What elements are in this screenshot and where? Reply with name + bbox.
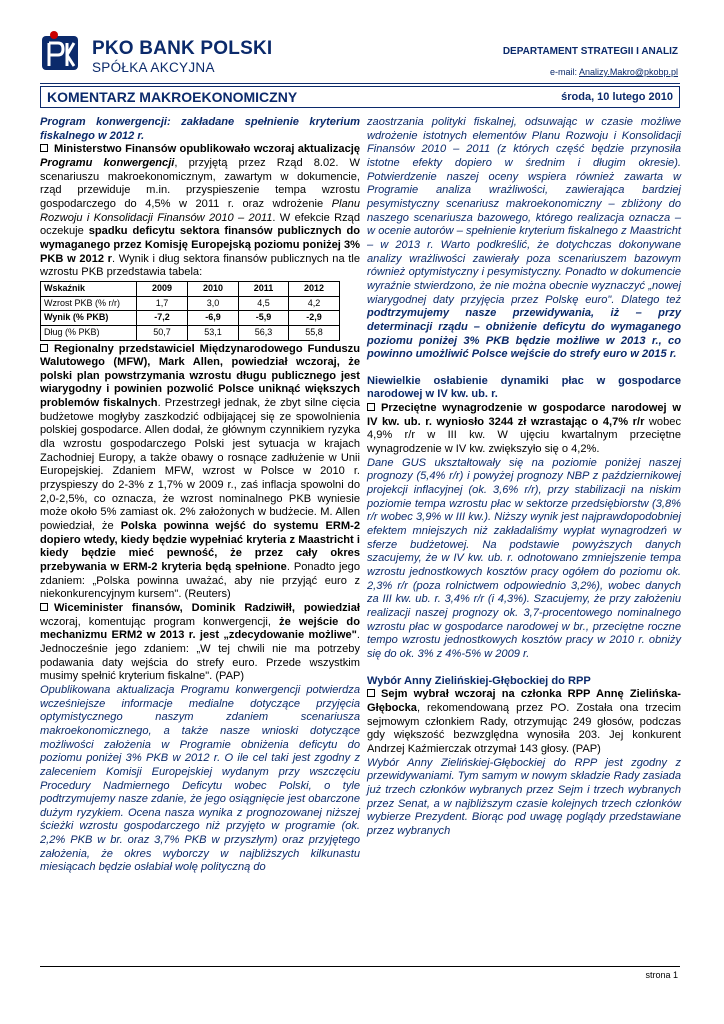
table-cell: Wzrost PKB (% r/r) <box>41 296 137 311</box>
bank-name: PKO BANK POLSKI <box>92 38 273 59</box>
bank-subtitle: SPÓŁKA AKCYJNA <box>92 60 215 75</box>
table-cell: -7,2 <box>137 311 188 326</box>
table-cell: Wynik (% PKB) <box>41 311 137 326</box>
header-rule <box>40 83 680 84</box>
department: DEPARTAMENT STRATEGII I ANALIZ <box>502 46 678 57</box>
paragraph-radziwill: Wiceminister finansów, Dominik Radziwiłł, powiedział wczoraj, komentując program konwergencji, że wejście do mechanizmu ERM2 w 2013 r. jest „zdecydowanie możliwe". Jednocześnie jego zdaniem: „W tej chwili nie ma potrzeby podawania daty wejścia do strefy euro. Przede wszystkim musimy spełnić kryterium fiskalne". (PAP) <box>40 601 360 683</box>
table-cell: 55,8 <box>289 325 340 340</box>
page-number: strona 1 <box>645 970 678 980</box>
spacer <box>367 362 681 375</box>
paragraph-imf: Regionalny przedstawiciel Międzynarodowego Funduszu Walutowego (MFW), Mark Allen, powiedział wczoraj, że polski plan powstrzymania wzrostu długu publicznego jest wiarygodny i powinien pozwolić Polsce uniknąć większych problemów fiskalnych. Przestrzegł jednak, że zbyt silne cięcia budżetowe mogłyby zaszkodzić odbijającej się ze spowolnienia polskiej gospodarce. Allen dodał, że głównym czynnikiem ryzyka dla wzrostu gospodarczego Polski jest sytuacja w krajach Zachodniej Europy, a także obawy o rosnące zadłużenie w Unii Europejskiej. Zdaniem MFW, wzrost w Polsce w 2010 r. przyspieszy do 2-3% z 1,7% w 2009 r., zaś inflacja spowolni do 2,0-2,5%, co oznacza, że wzrost nominalnego PKB wyniesie może około 5% zamiast ok. 2% założonych w budżecie. M. Allen powiedział, że Polska powinna wejść do systemu ERM-2 dopiero wtedy, kiedy będzie wypełniać kryteria z Maastricht i kiedy będzie mieć pewność, że przez cały okres przebywania w ERM-2 kryteria będą spełnione. Ponadto jego zdaniem: „Polska powinna uważać, aby nie przyjąć euro z niekonkurencyjnym kursem". (Reuters) <box>40 342 361 601</box>
fiscal-table <box>40 281 340 341</box>
table-header-cell: 2009 <box>137 281 188 296</box>
section-heading-program: Program konwergencji: zakładane spełnienie kryterium fiskalnego w 2012 r. <box>40 116 360 142</box>
table-cell: 53,1 <box>187 325 238 340</box>
table-cell: 4,2 <box>289 296 340 311</box>
table-header-row <box>41 281 340 296</box>
bullet-icon <box>40 144 48 152</box>
report-title: KOMENTARZ MAKROEKONOMICZNY <box>47 89 298 105</box>
table-row <box>41 325 340 340</box>
section-heading-rpp: Wybór Anny Zielińskiej-Głębockiej do RPP <box>367 674 591 687</box>
right-column <box>367 116 681 838</box>
table-cell: 4,5 <box>238 296 288 311</box>
table-cell: -5,9 <box>238 311 288 326</box>
table-cell: 50,7 <box>137 325 188 340</box>
report-date: środa, 10 lutego 2010 <box>561 91 673 103</box>
table-cell: 56,3 <box>238 325 288 340</box>
table-header-cell: 2012 <box>289 281 340 296</box>
email-line <box>550 67 678 77</box>
paragraph-commentary: Opublikowana aktualizacja Programu konwergencji potwierdza wcześniejsze informacje medialne dotyczące przyjęcia optymistycznego naszym zdaniem scenariusza makroekonomicznego, a także nasze wnioski dotyczące możliwości założenia w Programie obniżenia deficytu do poziomu poniżej 3% PKB w 2012 r. O ile cel taki jest zgodny z zaleceniem Komisji Europejskiej wydanym przy wszczęciu Procedury Nadmiernego Deficytu wobec Polski, o tyle podtrzymujemy nasze zdanie, że jego osiągnięcie jest obarczone dużym ryzykiem. Ocena nasza wynika z prognozowanej niższej ścieżki wzrostu gospodarczego niż przyjęto w programie (ok. 2,2% PKB w br. oraz 3,7% PKB w przyszłym) oraz przyjętego założenia, że okres wyborczy w najbliższych kilkunastu miesiącach będzie osłabiał wolę polityczną do <box>40 683 360 874</box>
table-header-cell: 2010 <box>187 281 238 296</box>
table-cell: 3,0 <box>187 296 238 311</box>
paragraph-wages-commentary: Dane GUS ukształtowały się na poziomie poniżej naszej prognozy (5,4% r/r) i powyżej prognozy NBP z październikowej projekcji inflacyjnej (ok. 3,6% r/r), przy stabilizacji na niskim poziomie tempa wzrostu płac w sektorze przedsiębiorstw (3,8% r/r wobec 3,9% w III kw.). Niższy wynik jest najprawdopodobniej efektem mniejszych niż zakładaliśmy wypłat wynagrodzeń w sferze budżetowej. Na podstawie powyższych danych szacujemy, że w IV kw. ub. r. odnotowano zmniejszenie tempa wzrostu jednostkowych kosztów pracy ogółem do poziomu ok. 2,3% r/r (poza rolnictwem odpowiednio 3,2%), wobec danych za III kw. ub. r. 3,4% r/r (i 4,3%). Szacujemy, że przy założeniu realizacji naszej prognozy ok. 3,7-procentowego nominalnego wzrostu płac w gospodarce narodowej w br., przeciętne roczne tempo wzrostu jednostkowych kosztów pracy w 2010 r. obniży się do ok. 3% z 4%-5% w 2009 r. <box>367 456 681 660</box>
paragraph-commentary-cont: zaostrzania polityki fiskalnej, odsuwając w czasie możliwe wdrożenie istotnych elementów Planu Rozwoju i Konsolidacji Finansów 2010 – 2011 (z których część będzie przynosiła istotne efekty dopiero w średnim i długim okresie). Potwierdzenie naszej oceny wspiera również zawarta w Programie analiza wrażliwości, zawierająca bardziej pesymistyczny scenariusz makroekonomiczny – zbliżony do naszego scenariusza bazowego, którego realizacja oznacza – w ocenie autorów – spełnienie kryterium fiskalnego z Maastricht – w 2013 r. Warto podkreślić, że dotychczas dokonywane analizy wrażliwości zawierały poza scenariuszem bazowym również optymistyczny i pesymistyczny. Ponadto w dokumencie wyraźnie stwierdzono, że nie można obecnie wyznaczyć „nowej wiarygodnej daty przyjęcia przez Polskę euro". Dlatego też podtrzymujemy nasze przewidywania, iż – przy determinacji rządu – obniżenie deficytu do wymaganego poziomu poniżej 3% PKB będzie możliwe w 2013 r., co powinno umożliwić Polsce wejście do strefy euro w 2015 r. <box>367 116 681 361</box>
bullet-icon <box>367 403 375 411</box>
table-row <box>41 296 340 311</box>
pko-logo <box>40 30 80 72</box>
paragraph-wages: Przeciętne wynagrodzenie w gospodarce narodowej w IV kw. ub. r. wyniosło 3244 zł wzrastając o 4,7% r/r wobec 4,9% r/r w III kw. W ujęciu kwartalnym przeciętne wynagrodzenie w IV kw. zwiększyło się o 4,2%. <box>367 402 681 456</box>
table-cell: -6,9 <box>187 311 238 326</box>
table-cell: 1,7 <box>137 296 188 311</box>
left-column <box>40 116 360 875</box>
table-header-cell: 2011 <box>238 281 288 296</box>
title-bar <box>40 86 680 108</box>
table-cell: -2,9 <box>289 311 340 326</box>
email-link[interactable]: Analizy.Makro@pkobp.pl <box>578 67 678 77</box>
table-row <box>41 311 340 326</box>
table-cell: Dług (% PKB) <box>41 325 137 340</box>
paragraph-rpp: Sejm wybrał wczoraj na członka RPP Annę Zielińska-Głębocka, rekomendowaną przez PO. Została ona trzecim sejmowym członkiem Rady, otrzymując 249 głosów, podczas gdy większość bezwzględna wynosiła 203. Jej konkurent Andrzej Kaźmierczak otrzymał 143 głosy. (PAP) <box>367 688 681 755</box>
section-heading-wages: Niewielkie osłabienie dynamiki płac w gospodarce narodowej w IV kw. ub. r. <box>367 374 681 401</box>
bullet-icon <box>367 689 375 697</box>
spacer <box>367 662 681 675</box>
bullet-icon <box>40 603 48 611</box>
footer-rule <box>40 966 680 967</box>
table-header-cell: Wskaźnik <box>41 281 137 296</box>
paragraph-rpp-commentary: Wybór Anny Zielińskiej-Głębockiej do RPP jest zgodny z przewidywaniami. Tym samym w nowym składzie Rady zasiada już trzech członków wybranych przez Sejm i trzech wybranych przez Senat, a w najbliższym czasie kolejnych trzech członków wybierze Prezydent. Biorąc pod uwagę poglądy przedstawiane przez wybranych <box>367 756 681 837</box>
email-label: e-mail: <box>549 67 579 77</box>
paragraph-program: Ministerstwo Finansów opublikowało wczoraj aktualizację Programu konwergencji, przyjętą przez Rząd 8.02. W scenariuszu makroekonomicznym, zawartym w dokumencie, rząd przewiduje m.in. przyspieszenie tempa wzrostu gospodarczego do 4,5% w 2011 r. oraz wdrożenie Planu Rozwoju i Konsolidacji Finansów 2010 – 2011. W efekcie Rząd oczekuje spadku deficytu sektora finansów publicznych do wymaganego przez Komisję Europejską poziomu poniżej 3% PKB w 2012 r. Wynik i dług sektora finansów publicznych na tle wzrostu PKB przedstawia tabela: <box>40 143 361 279</box>
bullet-icon <box>40 344 48 352</box>
